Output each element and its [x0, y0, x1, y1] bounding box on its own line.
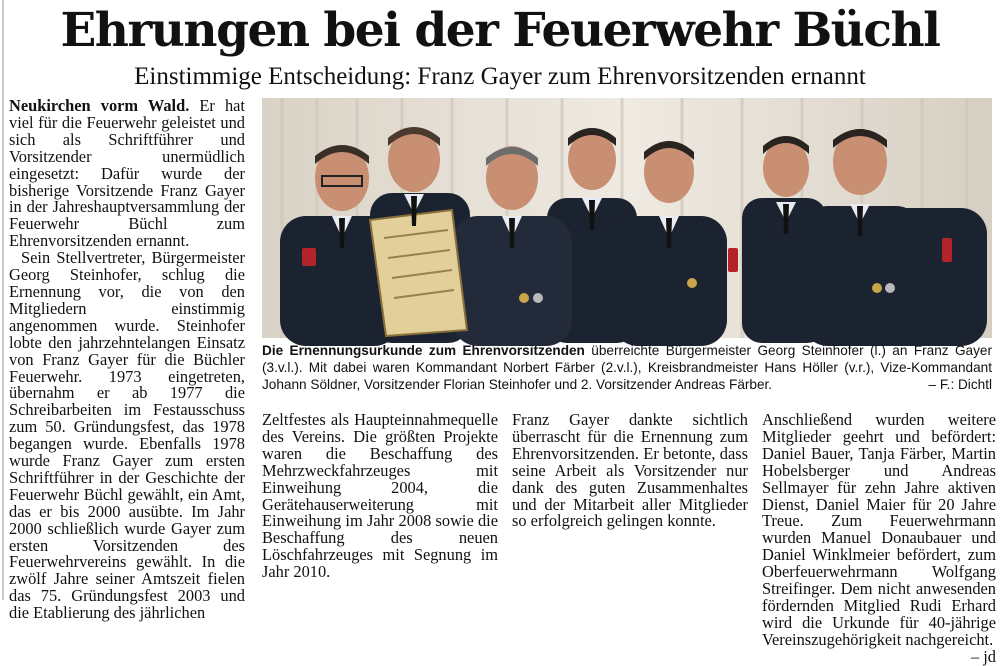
paragraph-3: Zeltfestes als Haupteinnahmequelle des Vereins. Die größten Projekte waren die Beschaffung des Mehrzweckfahrzeuges mit Einweihung 2004, die Gerätehauserweiterung mit Einweihung im Jahr 2008 sowie die Beschaffung des neuen Löschfahrzeuges mit Segnung im Jahr 2010.: [262, 410, 498, 582]
paragraph-5: Anschließend wurden weitere Mitglieder geehrt und befördert: Daniel Bauer, Tanja Färber, Martin Hobelsberger und Andreas Sellmayer für zehn Jahre aktiven Dienst, Daniel Maier für 20 Jahre Treue. Zum Feuerwehrmann wurden Manuel Donaubauer und Daniel Winklmeier befördert, zum Oberfeuerwehrmann Wolfgang Streifinger. Dem nicht anwesenden fördernden Mitglied Rudi Erhard wird die Urkunde für 40-jährige Vereinszugehörigkeit nachgereicht.: [762, 410, 996, 649]
article-column-3: [512, 412, 748, 597]
photo-caption: [262, 342, 992, 393]
caption-lead: Die Ernennungsurkunde zum Ehrenvorsitzenden: [262, 343, 585, 358]
author-signoff: – jd: [970, 646, 996, 666]
photo-illustration: [262, 98, 992, 338]
article-column-2: [262, 412, 498, 597]
paragraph-4: Franz Gayer dankte sichtlich überrascht für die Ernennung zum Ehrenvorsitzenden. Er betonte, dass seine Arbeit als Vorsitzender nur dank des guten Zusammenhaltes und der Mitarbeit aller Mitglieder so erfolgreich gelingen konnte.: [512, 410, 748, 531]
photo-credit: – F.: Dichtl: [928, 377, 992, 392]
lead-paragraph: [9, 98, 245, 250]
caption-text: überreichte Bürgermeister Georg Steinhofer (l.) an Franz Gayer (3.v.l.). Mit dabei waren Kommandant Norbert Färber (2.v.l.), Kreisbrandmeister Hans Höller (v.r.), Vize-Kommandant Johann Söldner, Vorsitzender Florian Steinhofer und 2. Vorsitzender Andreas Färber.: [262, 343, 992, 392]
paragraph-1: Er hat viel für die Feuerwehr geleistet und sich als Schriftführer und Vorsitzender unermüdlich eingesetzt: Dafür wurde der bisherige Vorsitzende Franz Gayer in der Jahreshauptversammlung der Feuerwehr Büchl zum Ehrenvorsitzenden ernannt.: [9, 96, 245, 251]
headline: Ehrungen bei der Feuerwehr Büchl: [60, 3, 940, 58]
group-photo: [262, 98, 992, 338]
article-column-4: [762, 410, 996, 666]
certificate: [370, 210, 467, 336]
dateline: Neukirchen vorm Wald.: [9, 96, 190, 115]
subheadline: Einstimmige Entscheidung: Franz Gayer zum Ehrenvorsitzenden ernannt: [134, 63, 866, 90]
article-column-1: [9, 96, 245, 623]
paragraph-2: Sein Stellvertreter, Bürgermeister Georg Steinhofer, schlug die Ernennung vor, die von den Mitgliedern einstimmig angenommen wurde. Steinhofer lobte den jahrzehntelangen Einsatz von Franz Gayer für die Büchler Feuerwehr. 1973 eingetreten, übernahm er ab 1977 die Schreibarbeiten im Festausschuss zum 50. Gründungsfest, das 1978 begangen wurde. Ebenfalls 1978 wurde Franz Gayer zum ersten Schriftführer in der Geschichte der Feuerwehr Büchl gewählt, ein Amt, das er bis 2000 ausübte. Im Jahr 2000 schließlich wurde Gayer zum ersten Vorsitzenden des Feuerwehrvereins gewählt. In die zwölf Jahre seiner Amtszeit fielen das 75. Gründungsfest 2003 und die Etablierung des jährlichen: [9, 248, 245, 623]
